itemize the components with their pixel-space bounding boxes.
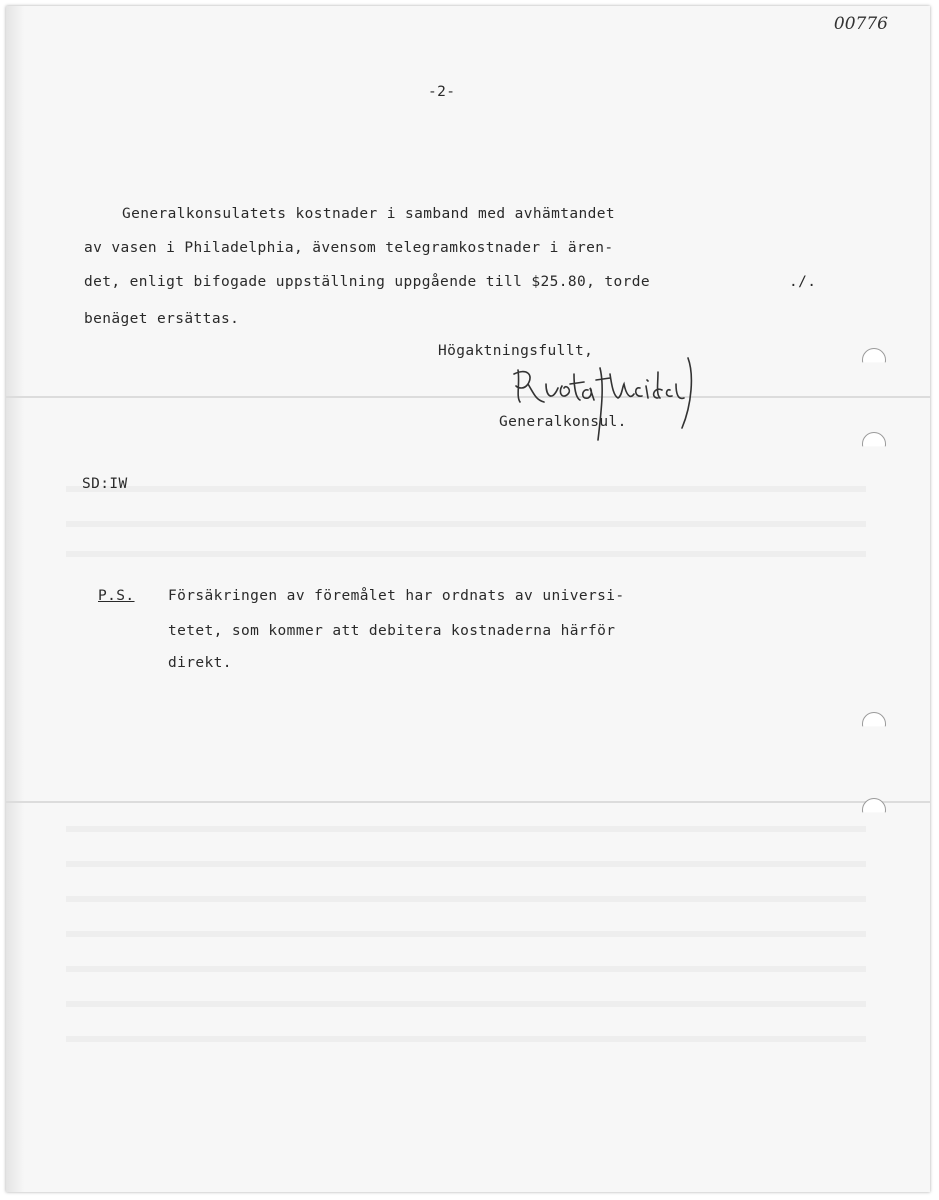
punch-hole (862, 348, 886, 372)
bleed-through-text (66, 521, 866, 527)
enclosure-mark: ./. (789, 274, 817, 290)
page-fold-lower (6, 801, 930, 803)
bleed-through-text (66, 486, 866, 492)
bleed-through-text (66, 861, 866, 867)
postscript-line: tetet, som kommer att debitera kostnaderna härför (168, 623, 616, 639)
archive-number: 00776 (833, 14, 888, 34)
closing-phrase: Högaktningsfullt, (438, 343, 594, 359)
signer-title: Generalkonsul. (499, 414, 627, 430)
bleed-through-text (66, 826, 866, 832)
punch-hole (862, 712, 886, 736)
reference-code: SD:IW (82, 476, 128, 492)
postscript-line: direkt. (168, 655, 232, 671)
body-line: benäget ersättas. (84, 311, 240, 327)
bleed-through-text (66, 1001, 866, 1007)
postscript-line: Försäkringen av föremålet har ordnats av universi- (168, 588, 625, 604)
body-line: Generalkonsulatets kostnader i samband med avhämtandet (122, 206, 616, 222)
bleed-through-text (66, 551, 866, 557)
page-fold-upper (6, 396, 930, 398)
body-line: av vasen i Philadelphia, ävensom telegramkostnader i ären- (84, 240, 614, 256)
bleed-through-text (66, 966, 866, 972)
bleed-through-text (66, 931, 866, 937)
body-line: det, enligt bifogade uppställning uppgående till $25.80, torde (84, 274, 651, 290)
document-page (6, 6, 930, 1192)
page-number: -2- (428, 84, 456, 100)
punch-hole (862, 798, 886, 822)
punch-hole (862, 432, 886, 456)
bleed-through-text (66, 1036, 866, 1042)
bleed-through-text (66, 896, 866, 902)
postscript-label: P.S. (98, 588, 135, 604)
